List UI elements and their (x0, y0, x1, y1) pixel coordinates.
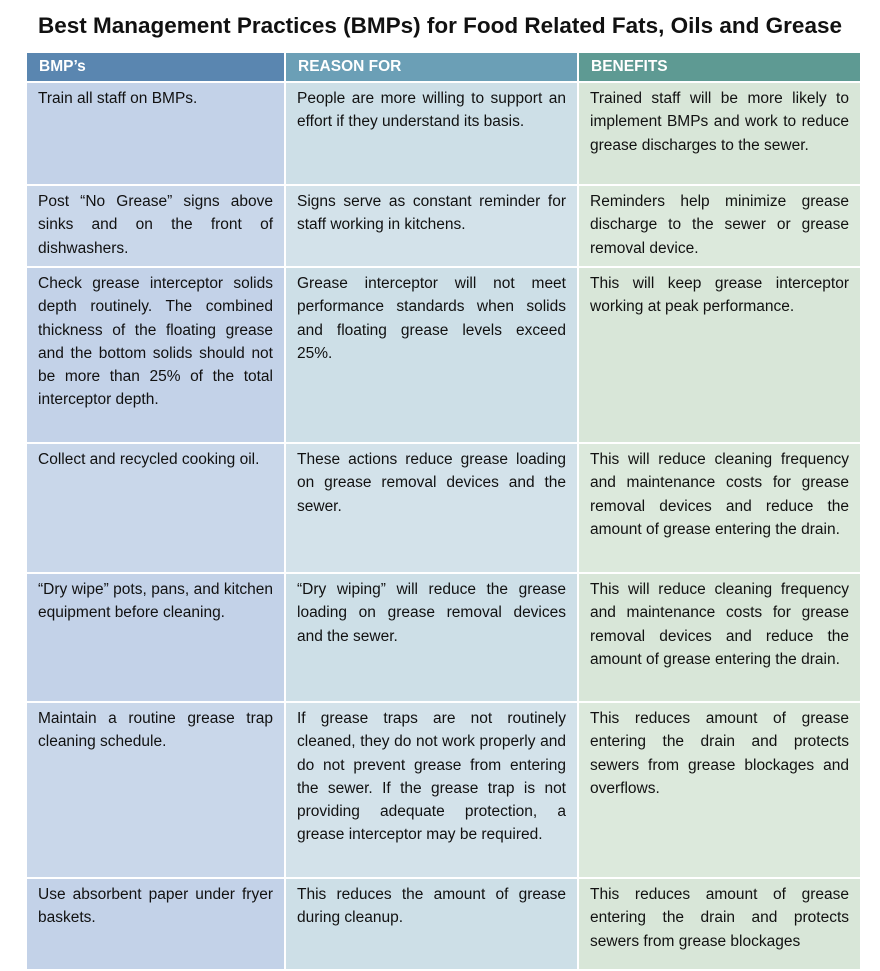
table-row (26, 443, 861, 573)
reason-cell: Signs serve as constant reminder for staff working in kitchens. (285, 185, 578, 267)
table-row (26, 573, 861, 702)
benefit-cell: This reduces amount of grease entering the drain and protects sewers from grease blockages (578, 878, 861, 970)
reason-cell: “Dry wiping” will reduce the grease loading on grease removal devices and the sewer. (285, 573, 578, 702)
table-row (26, 878, 861, 970)
benefit-cell: This reduces amount of grease entering the drain and protects sewers from grease blockages and overflows. (578, 702, 861, 878)
bmp-table (25, 51, 862, 971)
reason-cell: People are more willing to support an effort if they understand its basis. (285, 82, 578, 185)
table-row (26, 82, 861, 185)
benefit-cell: Reminders help minimize grease discharge to the sewer or grease removal device. (578, 185, 861, 267)
page-title: Best Management Practices (BMPs) for Food Related Fats, Oils and Grease (38, 13, 842, 38)
table-row (26, 702, 861, 878)
column-header-benefits: BENEFITS (578, 52, 861, 82)
reason-cell: These actions reduce grease loading on grease removal devices and the sewer. (285, 443, 578, 573)
table-row (26, 267, 861, 443)
bmp-cell: Train all staff on BMPs. (26, 82, 285, 185)
benefit-cell: This will reduce cleaning frequency and maintenance costs for grease removal devices and reduce the amount of grease entering the drain. (578, 573, 861, 702)
bmp-cell: “Dry wipe” pots, pans, and kitchen equipment before cleaning. (26, 573, 285, 702)
column-header-bmp: BMP’s (26, 52, 285, 82)
bmp-cell: Post “No Grease” signs above sinks and on the front of dishwashers. (26, 185, 285, 267)
bmp-cell: Check grease interceptor solids depth routinely. The combined thickness of the floating grease and the bottom solids should not be more than 25% of the total interceptor depth. (26, 267, 285, 443)
bmp-cell: Collect and recycled cooking oil. (26, 443, 285, 573)
reason-cell: If grease traps are not routinely cleaned, they do not work properly and do not prevent grease from entering the sewer. If the grease trap is not providing adequate protection, a grease interceptor may be required. (285, 702, 578, 878)
reason-cell: Grease interceptor will not meet performance standards when solids and floating grease levels exceed 25%. (285, 267, 578, 443)
bmp-cell: Maintain a routine grease trap cleaning schedule. (26, 702, 285, 878)
column-header-reason: REASON FOR (285, 52, 578, 82)
benefit-cell: This will keep grease interceptor working at peak performance. (578, 267, 861, 443)
bmp-cell: Use absorbent paper under fryer baskets. (26, 878, 285, 970)
table-header-row (26, 52, 861, 82)
reason-cell: This reduces the amount of grease during cleanup. (285, 878, 578, 970)
table-row (26, 185, 861, 267)
benefit-cell: Trained staff will be more likely to implement BMPs and work to reduce grease discharges to the sewer. (578, 82, 861, 185)
benefit-cell: This will reduce cleaning frequency and maintenance costs for grease removal devices and reduce the amount of grease entering the drain. (578, 443, 861, 573)
